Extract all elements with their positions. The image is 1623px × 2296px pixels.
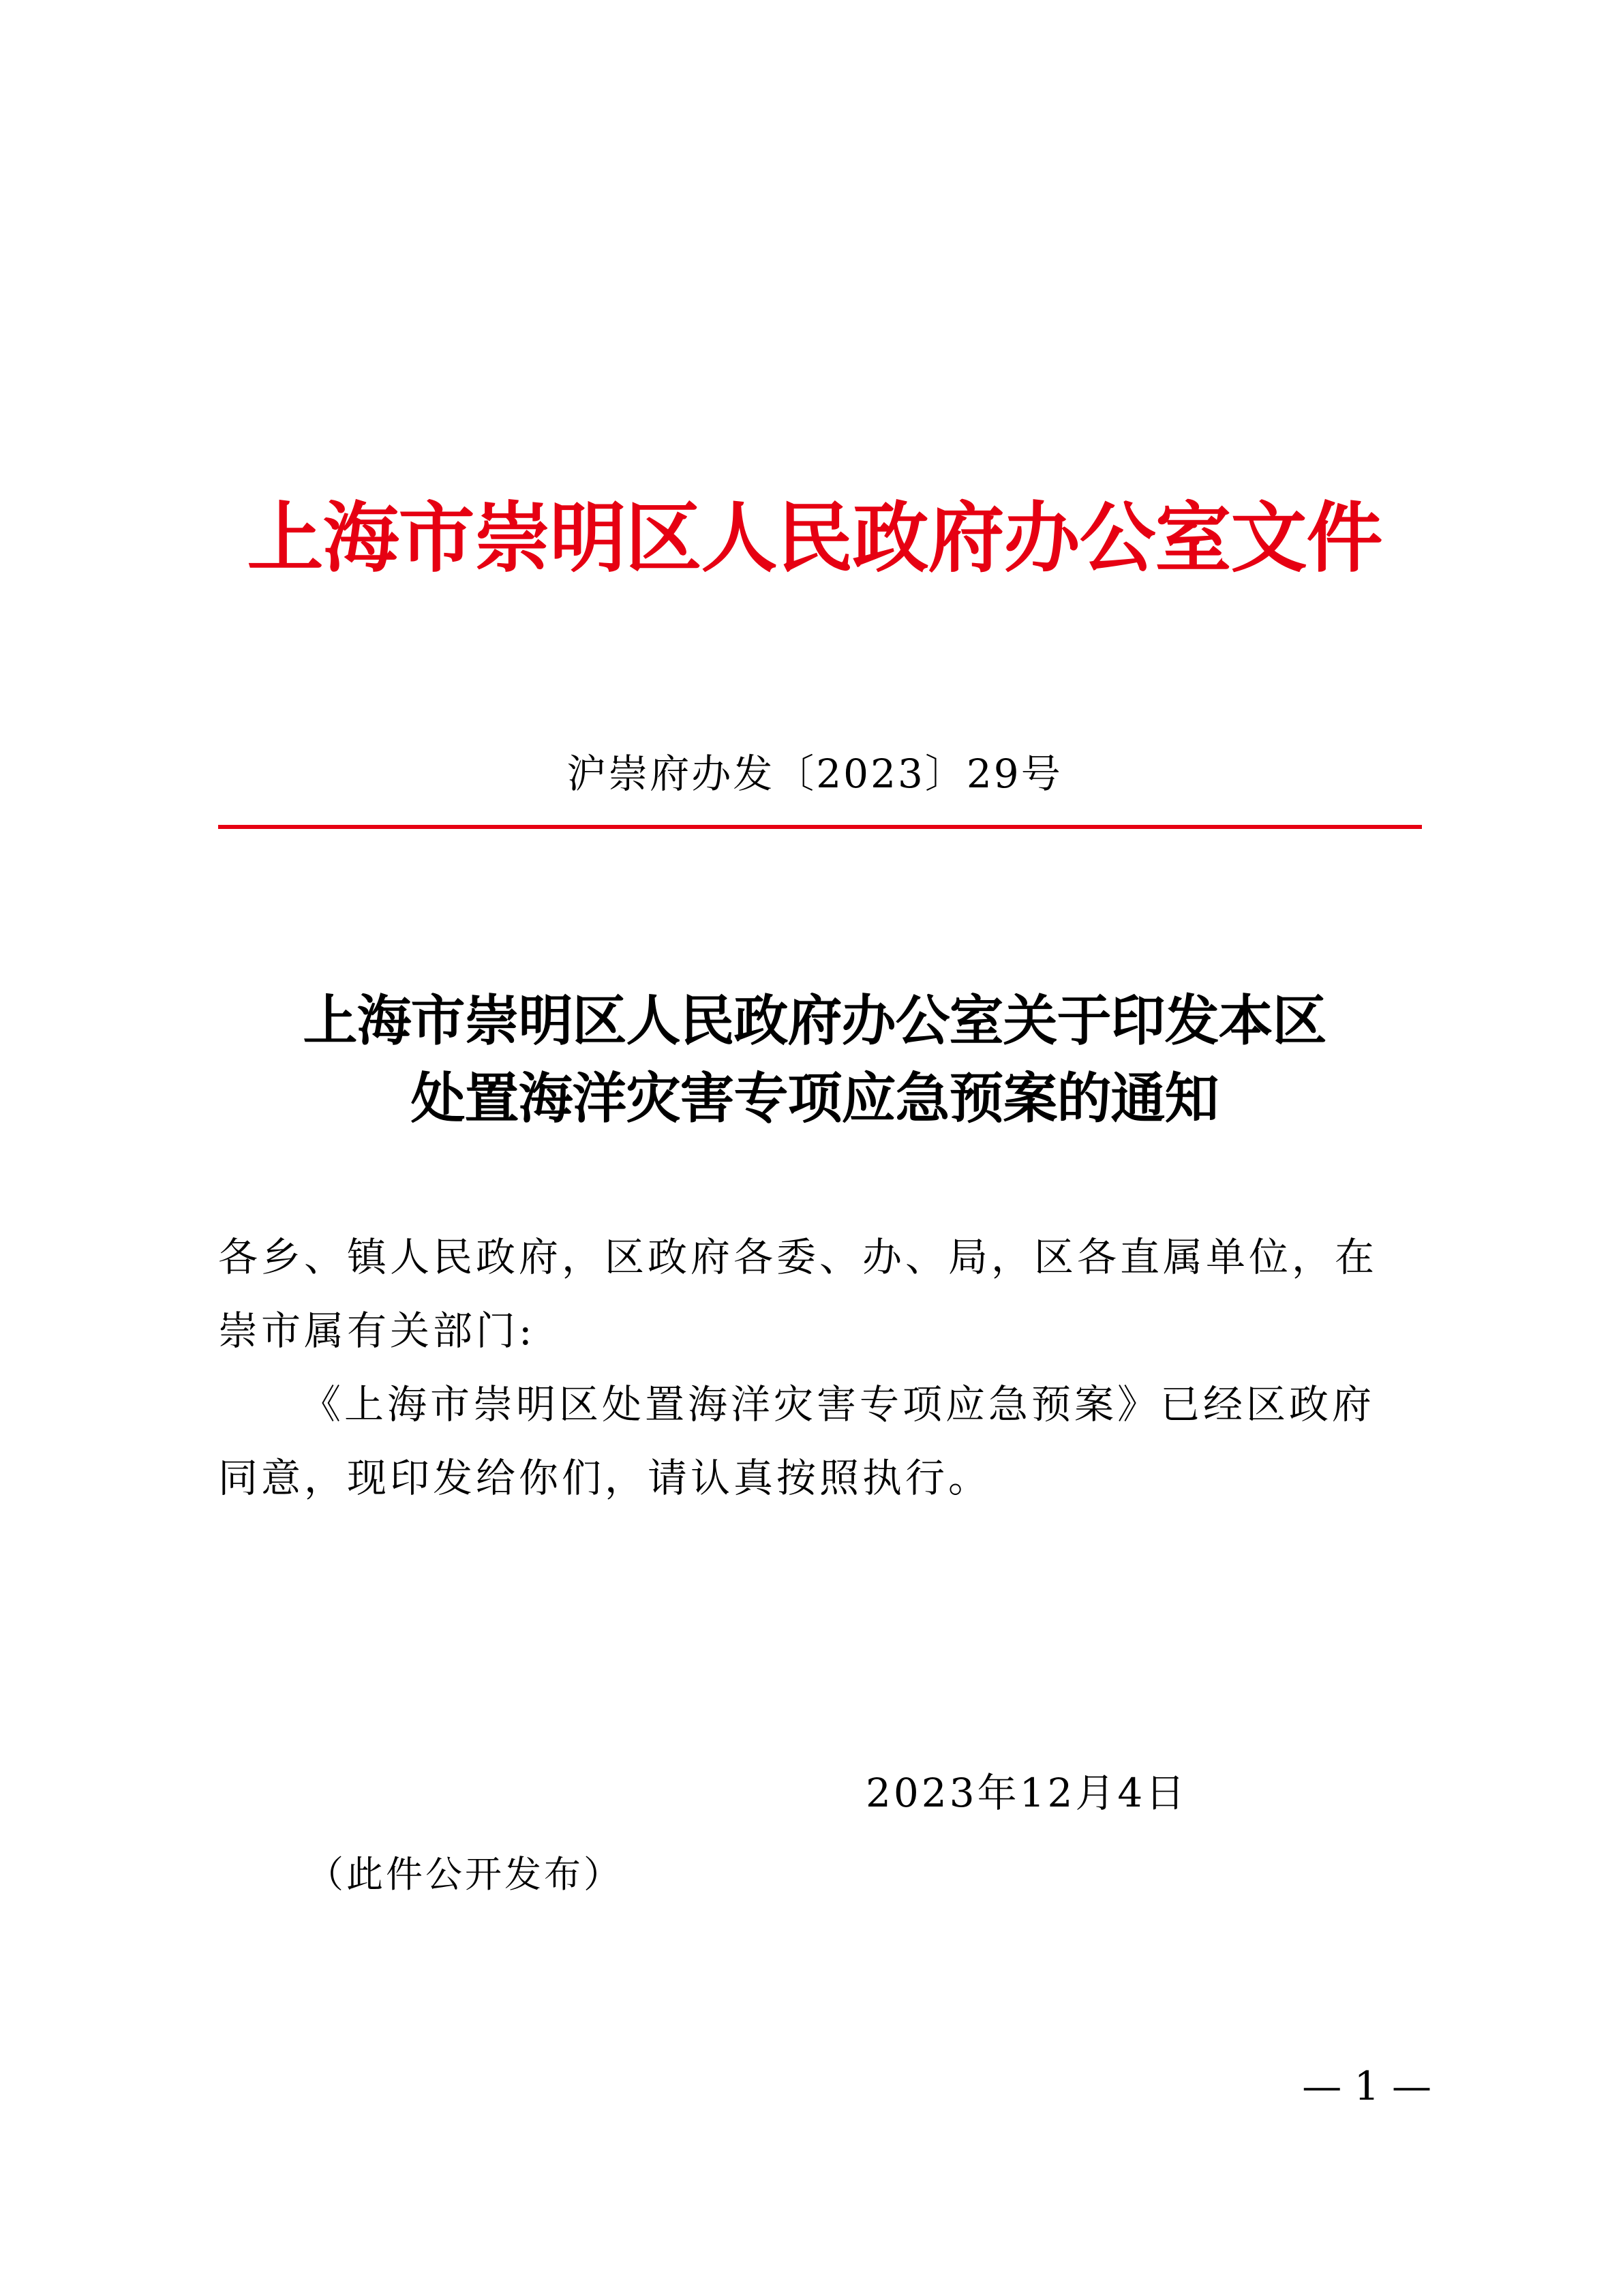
notice-title (218, 982, 1411, 1137)
notice-title-line-2: 处置海洋灾害专项应急预案的通知 (410, 1066, 1219, 1130)
publish-note: （此件公开发布） (307, 1853, 623, 1896)
page-number: — 1 — (1302, 2063, 1431, 2109)
notice-title-line-1: 上海市崇明区人民政府办公室关于印发本区 (303, 988, 1326, 1053)
body-paragraph: 《上海市崇明区处置海洋灾害专项应急预案》已经区政府同意，现印发给你们，请认真按照执行。 (218, 1381, 1376, 1501)
red-separator-line (218, 825, 1422, 829)
issue-date: 2023年12月4日 (866, 1770, 1188, 1816)
issuer-title: 上海市崇明区人民政府办公室文件 (247, 494, 1382, 583)
document-number: 沪崇府办发〔2023〕29号 (566, 751, 1063, 797)
addressee: 各乡、镇人民政府，区政府各委、办、局，区各直属单位，在崇市属有关部门: (218, 1234, 1378, 1354)
